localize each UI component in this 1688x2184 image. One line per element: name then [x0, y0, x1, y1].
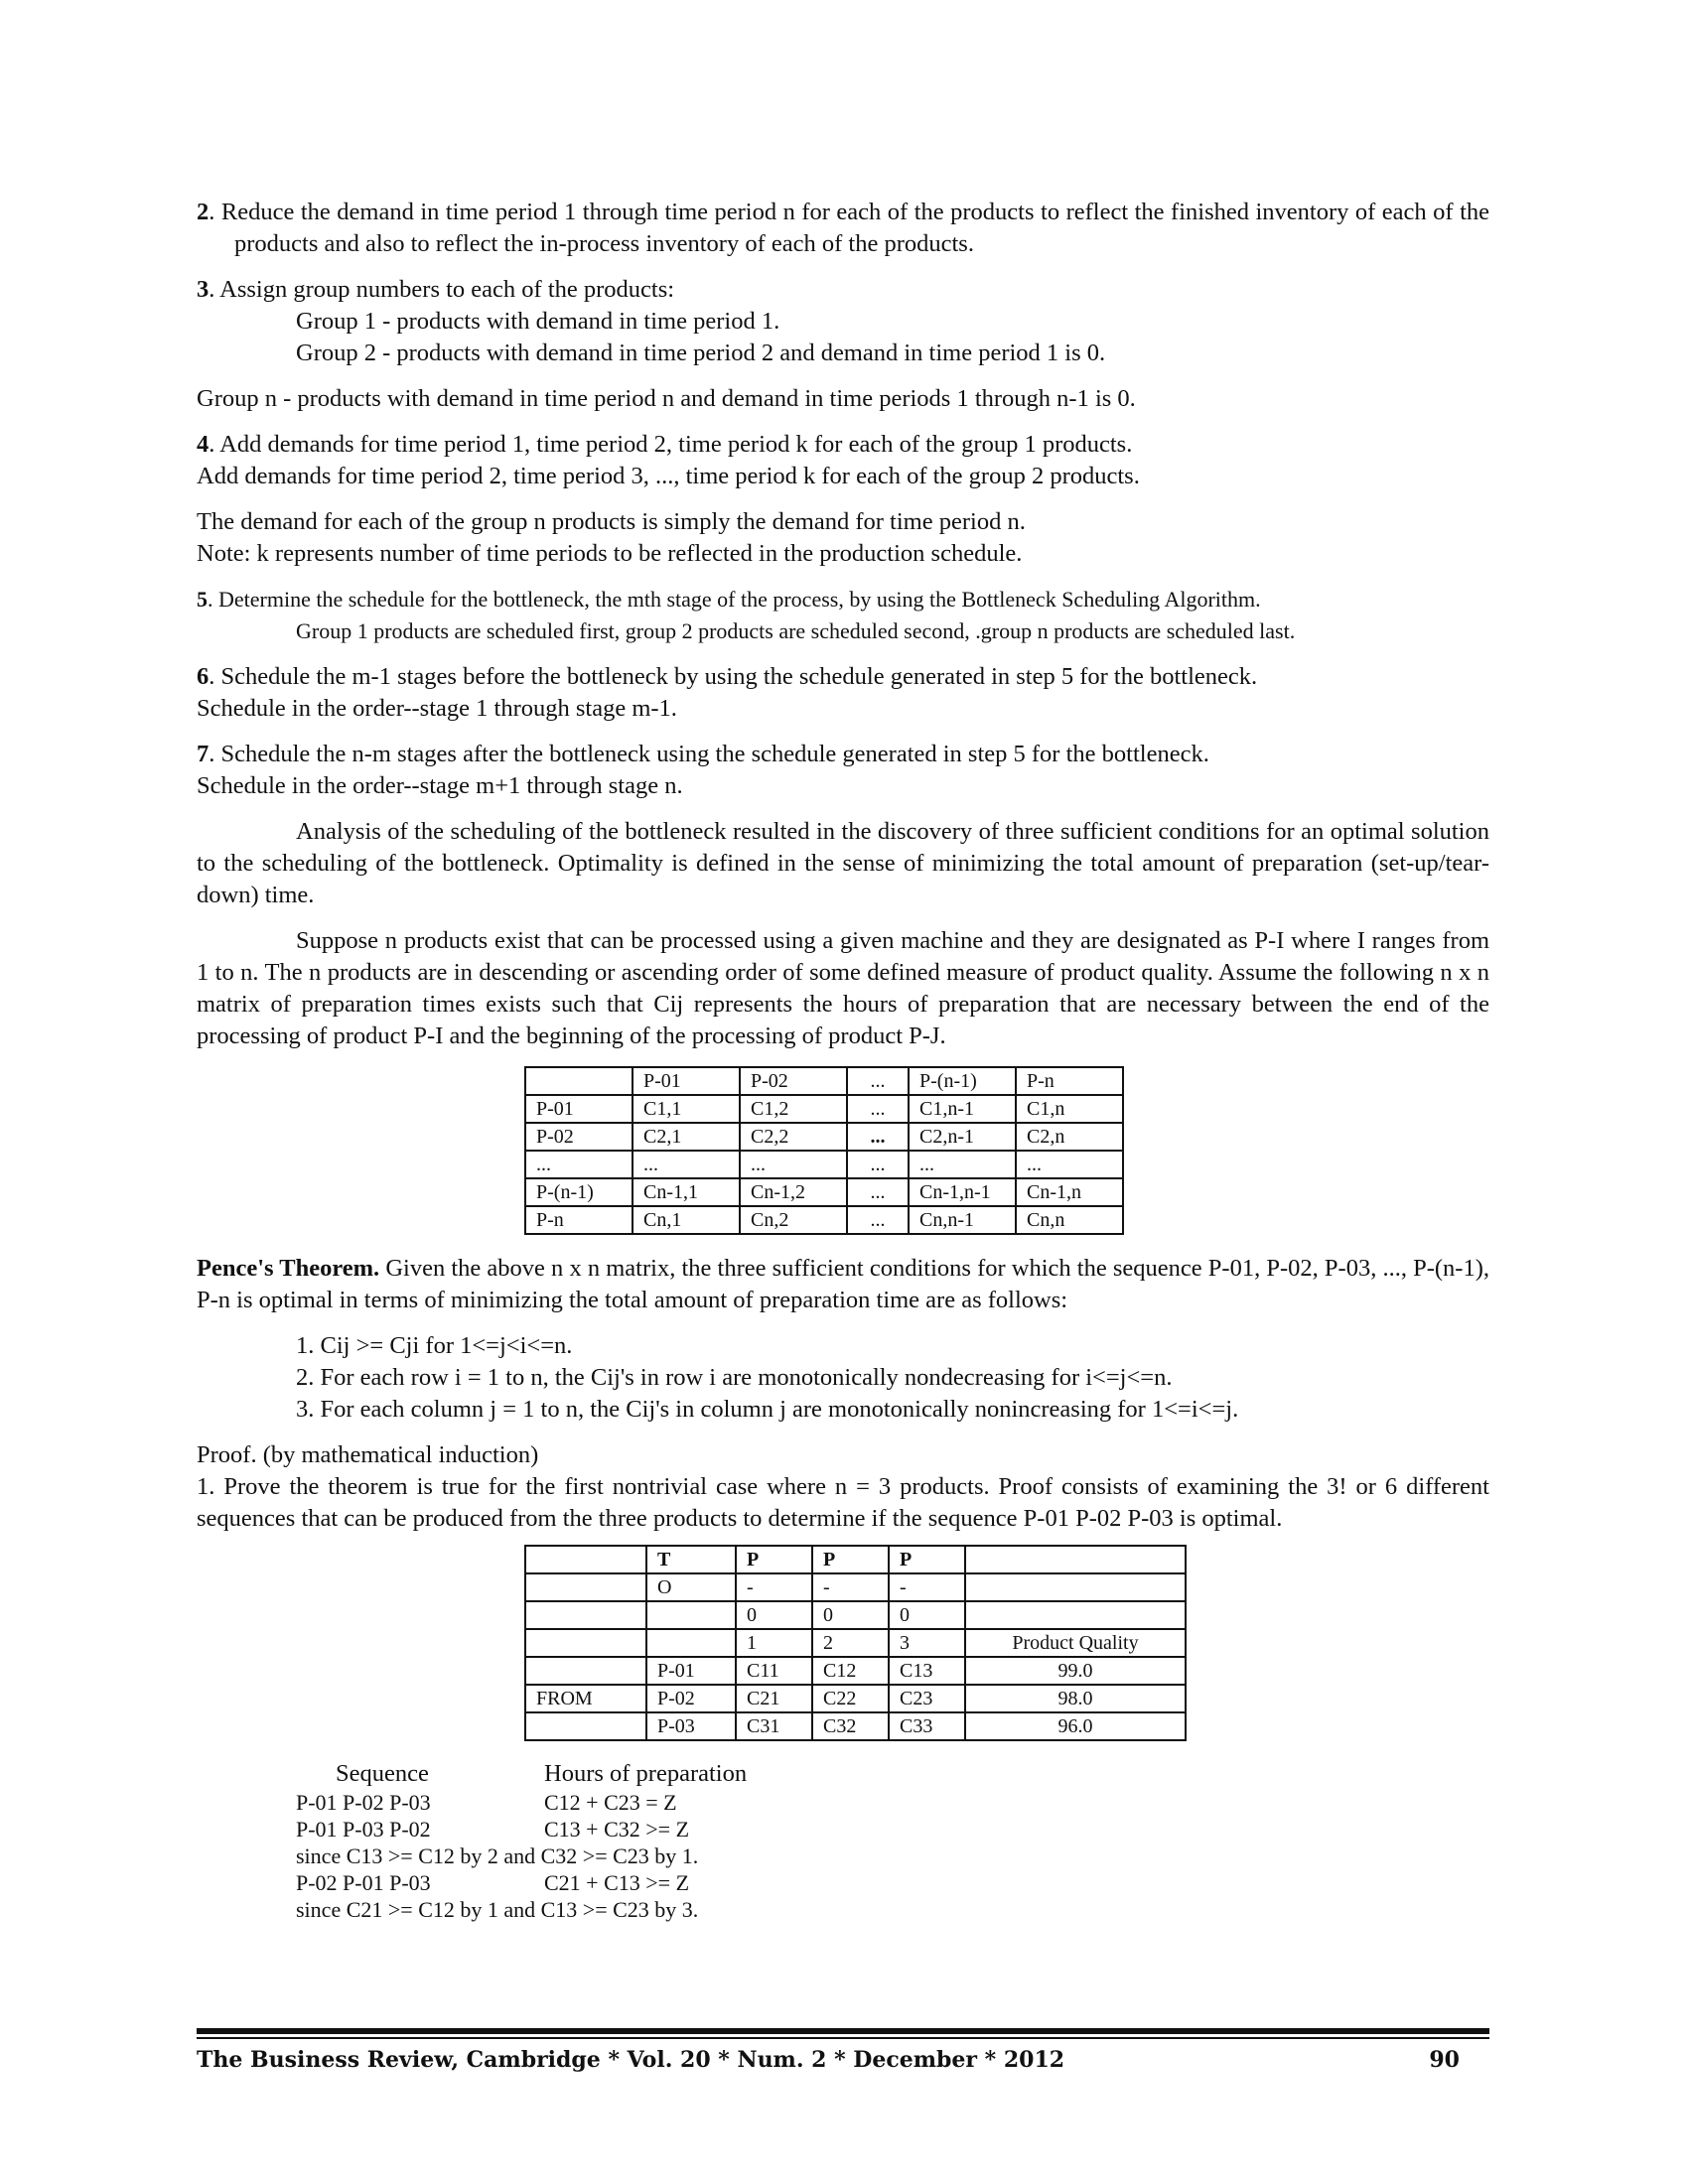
- sequence-row: [296, 1896, 1489, 1923]
- group-2-definition: Group 2 - products with demand in time period 2 and demand in time period 1 is 0.: [296, 340, 1106, 366]
- table-cell: P-(n-1): [525, 1178, 633, 1206]
- group-n-definition: Group n - products with demand in time period n and demand in time periods 1 through n-1 is 0.: [197, 385, 1136, 412]
- table-row: [525, 1151, 1123, 1178]
- hours-column-header: Hours of preparation: [544, 1760, 748, 1787]
- proof: [197, 1439, 1489, 1535]
- table-cell: ...: [1016, 1151, 1123, 1178]
- table-cell: P-n: [1016, 1067, 1123, 1095]
- step-text: . Determine the schedule for the bottleneck, the mth stage of the process, by using the Bottleneck Scheduling Algorithm.: [208, 587, 1261, 612]
- table-cell: [525, 1629, 646, 1657]
- step-number: 2: [197, 199, 210, 225]
- table-cell: 99.0: [965, 1657, 1186, 1685]
- theorem-conditions: [197, 1330, 1489, 1426]
- sequence-row: [296, 1843, 1489, 1869]
- table-cell: Product Quality: [965, 1629, 1186, 1657]
- table-cell: FROM: [525, 1685, 646, 1712]
- table-row: [525, 1685, 1186, 1712]
- step-5: [197, 584, 1489, 647]
- hours-value: C13 + C32 >= Z: [544, 1817, 690, 1842]
- table-cell: C33: [889, 1712, 965, 1740]
- sequence-value: P-01 P-02 P-03: [296, 1790, 431, 1815]
- step-number: 7: [197, 741, 210, 767]
- table-cell: [646, 1629, 736, 1657]
- sequence-row: [296, 1789, 1489, 1816]
- group-1-definition: Group 1 - products with demand in time period 1.: [296, 308, 780, 335]
- table-row: [525, 1573, 1186, 1601]
- step-text-line: Group 1 products are scheduled first, group 2 products are scheduled second, .group n products are scheduled last.: [296, 618, 1296, 643]
- table-cell: ...: [847, 1067, 909, 1095]
- step-2: [197, 197, 1489, 260]
- table-cell: 1: [736, 1629, 812, 1657]
- table-cell: C13: [889, 1657, 965, 1685]
- table-cell: C1,2: [740, 1095, 847, 1123]
- table-cell: C22: [812, 1685, 889, 1712]
- table-row: [525, 1712, 1186, 1740]
- theorem-title: Pence's Theorem.: [197, 1255, 380, 1282]
- table-cell: P: [736, 1546, 812, 1573]
- table-cell: [525, 1712, 646, 1740]
- footer-rule: [197, 2037, 1489, 2039]
- table-cell: [525, 1067, 633, 1095]
- sequence-note: since C13 >= C12 by 2 and C32 >= C23 by 1.: [296, 1843, 699, 1868]
- table-cell: -: [889, 1573, 965, 1601]
- table-cell: ...: [633, 1151, 740, 1178]
- note: Note: k represents number of time periods to be reflected in the production schedule.: [197, 540, 1023, 567]
- sequence-value: P-01 P-03 P-02: [296, 1817, 431, 1842]
- table-cell: C11: [736, 1657, 812, 1685]
- table-cell: [525, 1657, 646, 1685]
- table-cell: [525, 1601, 646, 1629]
- table-cell: 0: [889, 1601, 965, 1629]
- table-cell: Cn-1,n-1: [909, 1178, 1016, 1206]
- table-cell: ...: [847, 1151, 909, 1178]
- table-cell: [965, 1601, 1186, 1629]
- table-cell: C21: [736, 1685, 812, 1712]
- preparation-time-matrix: [524, 1066, 1124, 1235]
- table-cell: 0: [812, 1601, 889, 1629]
- table-row: [525, 1123, 1123, 1151]
- table-row: [525, 1601, 1186, 1629]
- step-3: [197, 274, 1489, 369]
- table-cell: P-02: [646, 1685, 736, 1712]
- table-cell: ...: [909, 1151, 1016, 1178]
- table-cell: C1,1: [633, 1095, 740, 1123]
- table-cell: ...: [740, 1151, 847, 1178]
- table-cell: P-02: [740, 1067, 847, 1095]
- table-cell: Cn,n: [1016, 1206, 1123, 1234]
- step-number: 4: [197, 431, 210, 458]
- hours-value: C12 + C23 = Z: [544, 1790, 677, 1815]
- table-cell: P-01: [525, 1095, 633, 1123]
- page-footer: [197, 2028, 1489, 2073]
- step-text: . Schedule the m-1 stages before the bottleneck by using the schedule generated in step 5 for the bottleneck.: [209, 663, 1258, 690]
- table-cell: -: [736, 1573, 812, 1601]
- proof-step-1: 1. Prove the theorem is true for the first nontrivial case where n = 3 products. Proof consists of examining the 3! or 6 different sequences that can be produced from the three products to determine if the sequence P-01 P-02 P-03 is optimal.: [197, 1473, 1489, 1532]
- table-row: [525, 1095, 1123, 1123]
- example-matrix: [524, 1545, 1187, 1741]
- proof-title: Proof. (by mathematical induction): [197, 1441, 539, 1468]
- table-cell: C1,n-1: [909, 1095, 1016, 1123]
- table-cell: C2,1: [633, 1123, 740, 1151]
- hours-value: C21 + C13 >= Z: [544, 1870, 690, 1895]
- table-cell: Cn,2: [740, 1206, 847, 1234]
- table-cell: ...: [525, 1151, 633, 1178]
- theorem-statement: [197, 1253, 1489, 1316]
- condition-item: 3. For each column j = 1 to n, the Cij's in column j are monotonically nonincreasing for 1<=i<=j.: [296, 1396, 1239, 1423]
- table-cell: P: [812, 1546, 889, 1573]
- table-cell: 0: [736, 1601, 812, 1629]
- step-6: [197, 661, 1489, 725]
- table-cell: Cn-1,n: [1016, 1178, 1123, 1206]
- table-cell: -: [812, 1573, 889, 1601]
- table-cell: ...: [847, 1095, 909, 1123]
- table-cell: 96.0: [965, 1712, 1186, 1740]
- table-cell: P-n: [525, 1206, 633, 1234]
- sequence-row: [296, 1869, 1489, 1896]
- condition-item: 1. Cij >= Cji for 1<=j<i<=n.: [296, 1332, 573, 1359]
- table-cell: O: [646, 1573, 736, 1601]
- table-cell: P-03: [646, 1712, 736, 1740]
- table-cell: Cn-1,1: [633, 1178, 740, 1206]
- page-number: 90: [1429, 2047, 1460, 2073]
- page-body: [197, 197, 1489, 1923]
- sequence-list: [296, 1759, 1489, 1923]
- step-text-line: Schedule in the order--stage m+1 through stage n.: [197, 772, 683, 799]
- table-cell: ...: [847, 1206, 909, 1234]
- table-cell: C1,n: [1016, 1095, 1123, 1123]
- table-cell: P: [889, 1546, 965, 1573]
- step-text: . Add demands for time period 1, time period 2, time period k for each of the group 1 products.: [209, 431, 1133, 458]
- table-cell: [646, 1601, 736, 1629]
- table-cell: [525, 1573, 646, 1601]
- suppose-paragraph: Suppose n products exist that can be processed using a given machine and they are designated as P-I where I ranges from 1 to n. The n products are in descending or ascending order of some defined measure of product quality. Assume the following n x n matrix of preparation times exists such that Cij represents the hours of preparation that are necessary between the end of the processing of product P-I and the beginning of the processing of product P-J.: [197, 927, 1489, 1049]
- table-cell: C32: [812, 1712, 889, 1740]
- step-7: [197, 739, 1489, 802]
- table-cell: P-(n-1): [909, 1067, 1016, 1095]
- table-cell: ...: [847, 1178, 909, 1206]
- step-text-line: The demand for each of the group n products is simply the demand for time period n.: [197, 508, 1026, 535]
- table-row: [525, 1178, 1123, 1206]
- table-cell: P-02: [525, 1123, 633, 1151]
- journal-citation: The Business Review, Cambridge * Vol. 20 * Num. 2 * December * 2012: [197, 2047, 1065, 2073]
- sequence-note: since C21 >= C12 by 1 and C13 >= C23 by 3.: [296, 1897, 699, 1922]
- table-cell: C2,n-1: [909, 1123, 1016, 1151]
- table-cell: C2,n: [1016, 1123, 1123, 1151]
- sequence-row: [296, 1816, 1489, 1843]
- step-number: 5: [197, 587, 208, 612]
- theorem-text: Given the above n x n matrix, the three sufficient conditions for which the sequence P-01, P-02, P-03, ..., P-(n-1), P-n is optimal in terms of minimizing the total amount of preparation time are as follows:: [197, 1255, 1489, 1313]
- table-cell: [965, 1546, 1186, 1573]
- step-4: [197, 429, 1489, 492]
- table-cell: P-01: [646, 1657, 736, 1685]
- sequence-value: P-02 P-01 P-03: [296, 1870, 431, 1895]
- table-cell: Cn-1,2: [740, 1178, 847, 1206]
- step-number: 3: [197, 276, 210, 303]
- sequence-header: [296, 1759, 1489, 1789]
- step-4-continued: [197, 506, 1489, 570]
- sequence-column-header: Sequence: [336, 1760, 429, 1787]
- step-text: . Schedule the n-m stages after the bottleneck using the schedule generated in step 5 for the bottleneck.: [209, 741, 1209, 767]
- table-cell: 2: [812, 1629, 889, 1657]
- step-text-line: Add demands for time period 2, time period 3, ..., time period k for each of the group 2 products.: [197, 463, 1140, 489]
- condition-item: 2. For each row i = 1 to n, the Cij's in row i are monotonically nondecreasing for i<=j<=n.: [296, 1364, 1173, 1391]
- table-cell: P-01: [633, 1067, 740, 1095]
- table-cell: 98.0: [965, 1685, 1186, 1712]
- table-cell: Cn,n-1: [909, 1206, 1016, 1234]
- table-row: [525, 1067, 1123, 1095]
- table-cell: C31: [736, 1712, 812, 1740]
- table-cell: [525, 1546, 646, 1573]
- table-row: [525, 1546, 1186, 1573]
- table-row: [525, 1657, 1186, 1685]
- table-row: [525, 1206, 1123, 1234]
- table-cell: Cn,1: [633, 1206, 740, 1234]
- table-cell: [965, 1573, 1186, 1601]
- step-text-line: Schedule in the order--stage 1 through stage m-1.: [197, 695, 677, 722]
- table-cell: ...: [847, 1123, 909, 1151]
- table-cell: T: [646, 1546, 736, 1573]
- analysis-paragraph: Analysis of the scheduling of the bottleneck resulted in the discovery of three sufficient conditions for an optimal solution to the scheduling of the bottleneck. Optimality is defined in the sense of minimizing the total amount of preparation (set-up/tear-down) time.: [197, 818, 1489, 908]
- table-cell: C12: [812, 1657, 889, 1685]
- table-cell: C23: [889, 1685, 965, 1712]
- table-cell: C2,2: [740, 1123, 847, 1151]
- step-text: . Assign group numbers to each of the products:: [209, 276, 675, 303]
- step-text: . Reduce the demand in time period 1 through time period n for each of the products to reflect the finished inventory of each of the products and also to reflect the in-process inventory of each of the products.: [209, 199, 1489, 257]
- table-cell: 3: [889, 1629, 965, 1657]
- footer-text: [197, 2047, 1489, 2073]
- footer-rule: [197, 2028, 1489, 2034]
- step-number: 6: [197, 663, 210, 690]
- table-row: [525, 1629, 1186, 1657]
